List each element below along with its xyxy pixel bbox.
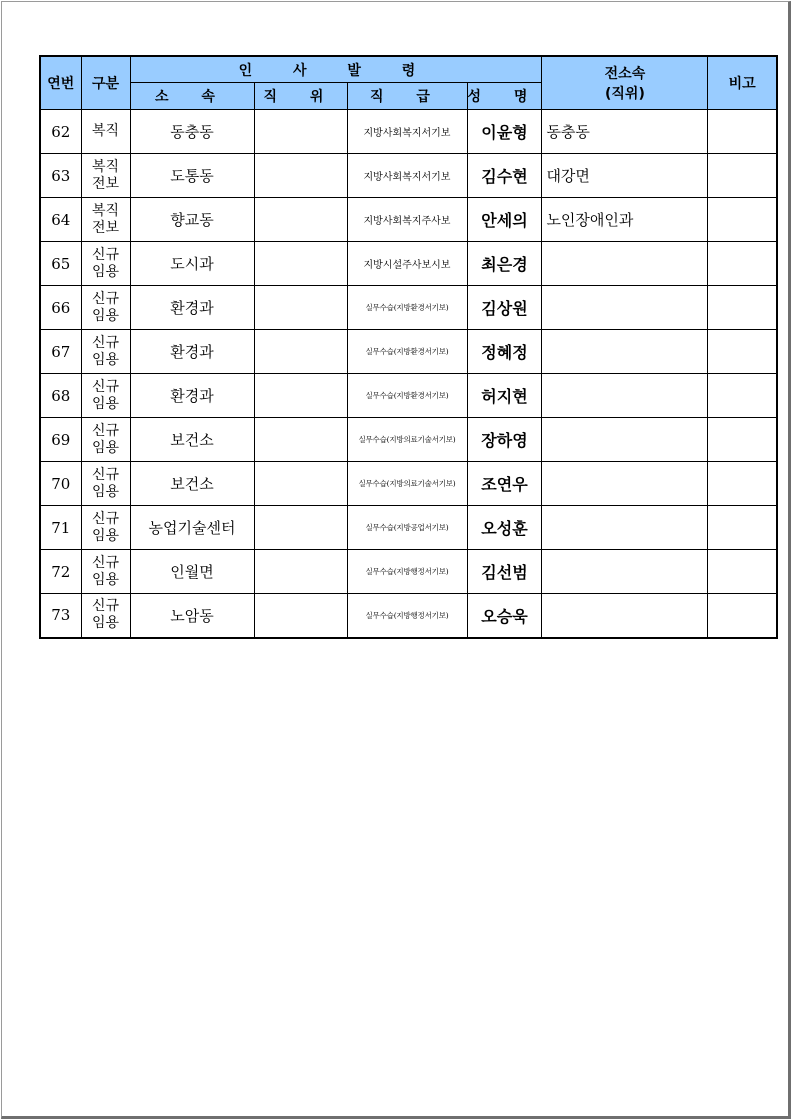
position-cell [254,594,347,638]
category-line: 복직 [91,123,120,139]
header-remarks: 비고 [708,56,777,110]
header-prev-dept-line1: 전소속 [604,66,646,82]
prev-dept-cell [542,462,708,506]
category-cell [81,110,130,154]
seq-cell: 67 [40,330,81,374]
table-row [40,418,777,462]
prev-dept-cell: 대강면 [542,154,708,198]
seq-cell: 64 [40,198,81,242]
category-cell [81,506,130,550]
seq-cell: 65 [40,242,81,286]
table-body [40,110,777,638]
name-cell: 김선범 [467,550,542,594]
seq-cell: 73 [40,594,81,638]
category-line: 신규 [91,246,120,263]
dept-cell: 환경과 [130,374,254,418]
seq-cell: 69 [40,418,81,462]
table-row [40,462,777,506]
position-cell [254,242,347,286]
grade-cell: 지방사회복지서기보 [347,110,467,154]
category-line: 임용 [91,615,120,632]
remarks-cell [708,374,777,418]
name-cell: 장하영 [467,418,542,462]
prev-dept-cell: 동충동 [542,110,708,154]
category-cell [81,374,130,418]
grade-cell: 실무수습(지방공업서기보) [347,506,467,550]
category-line: 신규 [91,510,120,527]
seq-cell: 62 [40,110,81,154]
seq-cell: 70 [40,462,81,506]
category-line: 복직 [91,202,120,219]
category-line: 신규 [91,554,120,571]
category-line: 임용 [91,307,120,324]
category-cell [81,198,130,242]
header-dept: 소 속 [130,83,254,110]
name-cell: 안세의 [467,198,542,242]
remarks-cell [708,110,777,154]
prev-dept-cell [542,418,708,462]
header-seq: 연번 [40,56,81,110]
prev-dept-cell [542,506,708,550]
remarks-cell [708,286,777,330]
category-line: 신규 [91,290,120,307]
seq-cell: 71 [40,506,81,550]
dept-cell: 농업기술센터 [130,506,254,550]
remarks-cell [708,418,777,462]
seq-cell: 68 [40,374,81,418]
position-cell [254,198,347,242]
category-cell [81,462,130,506]
name-cell: 최은경 [467,242,542,286]
category-line: 임용 [91,571,120,588]
dept-cell: 노암동 [130,594,254,638]
remarks-cell [708,154,777,198]
prev-dept-cell: 노인장애인과 [542,198,708,242]
category-cell [81,418,130,462]
name-cell: 김상원 [467,286,542,330]
name-cell: 정혜정 [467,330,542,374]
category-cell [81,594,130,638]
dept-cell: 보건소 [130,418,254,462]
grade-cell: 지방시설주사보시보 [347,242,467,286]
header-name: 성 명 [467,83,542,110]
position-cell [254,330,347,374]
grade-cell: 지방사회복지서기보 [347,154,467,198]
table-row [40,154,777,198]
dept-cell: 도시과 [130,242,254,286]
name-cell: 조연우 [467,462,542,506]
header-grade: 직 급 [347,83,467,110]
grade-cell: 실무수습(지방환경서기보) [347,330,467,374]
dept-cell: 향교동 [130,198,254,242]
name-cell: 허지현 [467,374,542,418]
position-cell [254,462,347,506]
category-line: 임용 [91,263,120,280]
category-cell [81,154,130,198]
seq-cell: 66 [40,286,81,330]
dept-cell: 보건소 [130,462,254,506]
grade-cell: 실무수습(지방환경서기보) [347,286,467,330]
category-line: 전보 [91,175,120,192]
dept-cell: 인월면 [130,550,254,594]
table-row [40,110,777,154]
seq-cell: 72 [40,550,81,594]
table-row [40,374,777,418]
prev-dept-cell [542,594,708,638]
category-cell [81,286,130,330]
remarks-cell [708,550,777,594]
name-cell: 오성훈 [467,506,542,550]
category-line: 임용 [91,527,120,544]
position-cell [254,110,347,154]
category-line: 임용 [91,395,120,412]
remarks-cell [708,242,777,286]
prev-dept-cell [542,550,708,594]
prev-dept-cell [542,330,708,374]
grade-cell: 실무수습(지방의료기술서기보) [347,418,467,462]
grade-cell: 실무수습(지방행정서기보) [347,550,467,594]
table-row [40,594,777,638]
grade-cell: 실무수습(지방행정서기보) [347,594,467,638]
remarks-cell [708,330,777,374]
table-row [40,330,777,374]
position-cell [254,418,347,462]
category-cell [81,550,130,594]
header-position: 직 위 [254,83,347,110]
category-line: 임용 [91,483,120,500]
category-line: 임용 [91,351,120,368]
position-cell [254,550,347,594]
category-cell [81,242,130,286]
header-prev-dept [542,56,708,110]
table-row [40,550,777,594]
personnel-appointment-table [39,55,778,639]
prev-dept-cell [542,286,708,330]
header-category: 구분 [81,56,130,110]
category-line: 신규 [91,422,120,439]
dept-cell: 동충동 [130,110,254,154]
name-cell: 김수현 [467,154,542,198]
remarks-cell [708,594,777,638]
seq-cell: 63 [40,154,81,198]
header-prev-dept-line2: (직위) [605,86,645,102]
prev-dept-cell [542,242,708,286]
category-line: 신규 [91,378,120,395]
position-cell [254,286,347,330]
category-line: 전보 [91,219,120,236]
name-cell: 오승욱 [467,594,542,638]
remarks-cell [708,462,777,506]
dept-cell: 환경과 [130,330,254,374]
table-row [40,286,777,330]
header-appointment: 인 사 발 령 [130,56,542,83]
table-row [40,198,777,242]
remarks-cell [708,198,777,242]
table-row [40,506,777,550]
position-cell [254,154,347,198]
remarks-cell [708,506,777,550]
category-line: 신규 [91,466,120,483]
grade-cell: 실무수습(지방의료기술서기보) [347,462,467,506]
prev-dept-cell [542,374,708,418]
category-line: 신규 [91,598,120,615]
position-cell [254,374,347,418]
table-row [40,242,777,286]
dept-cell: 환경과 [130,286,254,330]
category-line: 복직 [91,158,120,175]
category-line: 신규 [91,334,120,351]
table-header [40,56,777,110]
category-cell [81,330,130,374]
name-cell: 이윤형 [467,110,542,154]
position-cell [254,506,347,550]
category-line: 임용 [91,439,120,456]
grade-cell: 실무수습(지방환경서기보) [347,374,467,418]
dept-cell: 도통동 [130,154,254,198]
grade-cell: 지방사회복지주사보 [347,198,467,242]
